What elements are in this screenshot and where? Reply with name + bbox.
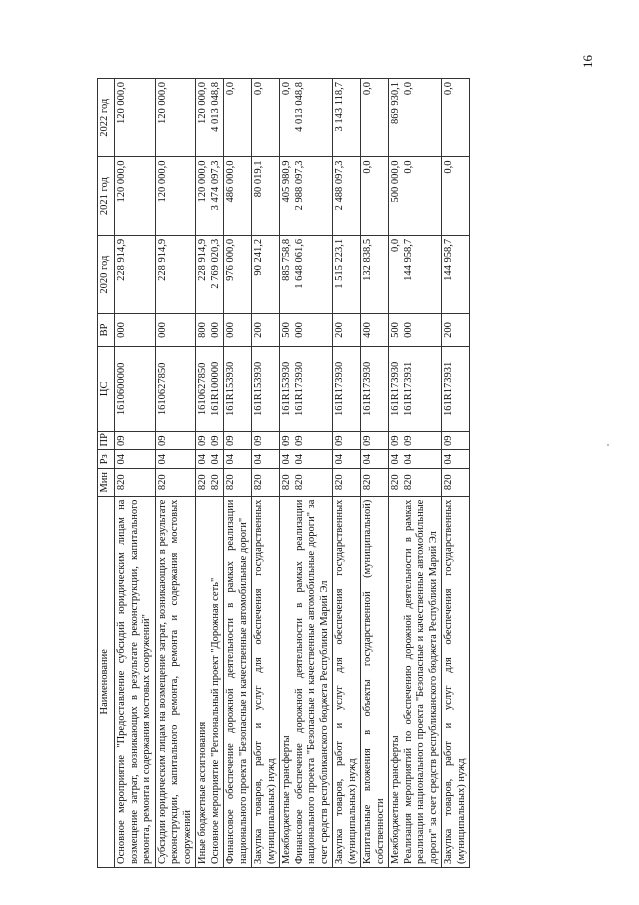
- amount-2022-value: 120 000,0: [156, 82, 168, 124]
- ministry-code-value: 820: [281, 474, 292, 491]
- expense-type-code: [333, 314, 361, 346]
- table-row: [252, 79, 280, 868]
- amount-2022-value: 120 000,0: [197, 82, 208, 124]
- amount-2020-value: 144 958,7: [402, 238, 414, 281]
- target-article-code-value: 161R173930: [334, 361, 345, 416]
- expense-type-code-value: 000: [209, 322, 221, 338]
- amount-2021: [389, 157, 442, 235]
- target-article-code-value: 161R153930: [253, 361, 264, 416]
- table-row: [155, 79, 196, 868]
- amount-2020-value: 228 914,9: [156, 238, 168, 281]
- table-row: [280, 79, 333, 868]
- target-article-code: [361, 346, 389, 431]
- subsection-code: [280, 432, 333, 450]
- subsection-code: [389, 432, 442, 450]
- subsection-code-value: 09: [225, 435, 236, 446]
- amount-2022: [280, 79, 333, 157]
- amount-2020-value: 144 958,7: [443, 238, 454, 281]
- ministry-code-value: 820: [362, 474, 373, 491]
- target-article-code: [389, 346, 442, 431]
- expense-type-code: [196, 314, 224, 346]
- amount-2020: [224, 235, 252, 313]
- expense-type-code: [280, 314, 333, 346]
- amount-2020: [252, 235, 280, 313]
- amount-2021-value: 2 988 097,3: [293, 160, 305, 211]
- section-code-value: 04: [253, 453, 264, 465]
- target-article-code: [155, 346, 196, 431]
- amount-2021-value: 0,0: [402, 160, 414, 174]
- amount-2020: [115, 235, 156, 313]
- section-code-value: 04: [116, 453, 127, 465]
- amount-2022: [196, 79, 224, 157]
- amount-2022-value: 4 013 048,8: [209, 82, 221, 132]
- amount-2021: [224, 157, 252, 235]
- amount-2022: [224, 79, 252, 157]
- expense-type-code-value: 000: [156, 322, 168, 338]
- expense-type-code: [442, 314, 470, 346]
- subsection-code: [115, 432, 156, 450]
- expense-type-code-value: 800: [197, 322, 208, 338]
- target-article-code: [333, 346, 361, 431]
- row-name: [389, 496, 442, 867]
- table-body: [115, 79, 470, 868]
- amount-2020-value: 0,0: [390, 238, 401, 253]
- amount-2022: [333, 79, 361, 157]
- expense-type-code: [252, 314, 280, 346]
- header-2020: 2020 год: [98, 235, 115, 313]
- row-name: [115, 496, 156, 867]
- table-row: [196, 79, 224, 868]
- amount-2021: [252, 157, 280, 235]
- subsection-code: [333, 432, 361, 450]
- section-code-value: 04: [443, 453, 454, 465]
- row-name: [333, 496, 361, 867]
- budget-table: [97, 78, 470, 868]
- expense-type-code-value: 200: [253, 322, 264, 338]
- row-name: [361, 496, 389, 867]
- subsection-code-value: 09: [281, 435, 292, 446]
- subsection-code-value: 09: [253, 435, 264, 446]
- section-code: [389, 450, 442, 468]
- amount-2020-value: 228 914,9: [197, 238, 208, 281]
- table-row: [389, 79, 442, 868]
- target-article-code-value: 161R173930: [293, 361, 305, 416]
- section-code-value: 04: [197, 453, 208, 465]
- amount-2022: [115, 79, 156, 157]
- amount-2020-value: 1 515 223,1: [334, 238, 345, 289]
- amount-2020: [196, 235, 224, 313]
- row-name: [252, 496, 280, 867]
- subsection-code: [155, 432, 196, 450]
- row-name-line: Межбюджетные трансферты: [281, 735, 292, 864]
- ministry-code: [280, 468, 333, 496]
- subsection-code: [224, 432, 252, 450]
- expense-type-code-value: 000: [293, 322, 305, 338]
- section-code-value: 04: [362, 453, 373, 465]
- row-name: [196, 496, 224, 867]
- subsection-code: [361, 432, 389, 450]
- ministry-code-value: 820: [156, 474, 168, 491]
- amount-2021: [361, 157, 389, 235]
- subsection-code: [252, 432, 280, 450]
- amount-2021-value: 2 488 097,3: [334, 160, 345, 211]
- ministry-code-value: 820: [402, 474, 414, 491]
- target-article-code: [115, 346, 156, 431]
- ministry-code-value: 820: [443, 474, 454, 491]
- table-header: [98, 79, 115, 868]
- ministry-code: [442, 468, 470, 496]
- target-article-code-value: 161R173930: [362, 361, 373, 416]
- subsection-code-value: 09: [390, 435, 401, 446]
- expense-type-code: [155, 314, 196, 346]
- expense-type-code-value: 000: [402, 322, 414, 338]
- amount-2021: [333, 157, 361, 235]
- section-code: [333, 450, 361, 468]
- expense-type-code-value: 400: [362, 322, 373, 338]
- expense-type-code: [361, 314, 389, 346]
- header-2022: 2022 год: [98, 79, 115, 157]
- header-name: Наименование: [98, 496, 115, 867]
- amount-2021-value: 500 000,0: [390, 160, 401, 203]
- table-row: [115, 79, 156, 868]
- subsection-code: [196, 432, 224, 450]
- amount-2022-value: 0,0: [225, 82, 236, 96]
- amount-2022-value: 0,0: [281, 82, 292, 96]
- row-name: [224, 496, 252, 867]
- amount-2020-value: 2 769 020,3: [209, 238, 221, 289]
- amount-2022: [389, 79, 442, 157]
- section-code-value: 04: [390, 453, 401, 465]
- amount-2022: [155, 79, 196, 157]
- target-article-code: [252, 346, 280, 431]
- section-code: [115, 450, 156, 468]
- ministry-code-value: 820: [390, 474, 401, 491]
- row-name-line: Реализация мероприятий по обеспечению дорожной деятельности в рамках реализации национального проекта "Безопасные и качественные автомобильные дороги" за счет средств республиканского бюджета Республики Марий Эл: [402, 499, 439, 864]
- amount-2021-value: 405 980,9: [281, 160, 292, 203]
- target-article-code-value: 1610627850: [197, 362, 208, 416]
- row-name-line: Финансовое обеспечение дорожной деятельности в рамках реализации национального проекта "Безопасные и качественные автомобильные дороги" за счет средств республиканского бюджета Республики Марий Эл: [293, 499, 330, 864]
- table-row: [442, 79, 470, 868]
- section-code-value: 04: [402, 453, 414, 465]
- ministry-code: [224, 468, 252, 496]
- table-row: [333, 79, 361, 868]
- expense-type-code-value: 500: [281, 322, 292, 338]
- subsection-code-value: 09: [443, 435, 454, 446]
- section-code: [252, 450, 280, 468]
- section-code-value: 04: [281, 453, 292, 465]
- amount-2020: [442, 235, 470, 313]
- ministry-code-value: 820: [334, 474, 345, 491]
- target-article-code: [196, 346, 224, 431]
- row-name-line: Закупка товаров, работ и услуг для обеспечения государственных (муниципальных) нужд: [443, 499, 467, 864]
- ministry-code: [196, 468, 224, 496]
- row-name-line: Субсидии юридическим лицам на возмещение затрат, возникающих в результате реконструкции, капитального ремонта, ремонта и содержания мостовых сооружений: [156, 499, 193, 864]
- target-article-code-value: 1610600000: [116, 362, 127, 416]
- amount-2020: [155, 235, 196, 313]
- amount-2021-value: 120 000,0: [197, 160, 208, 203]
- row-name-line: Закупка товаров, работ и услуг для обеспечения государственных (муниципальных) нужд: [334, 499, 358, 864]
- target-article-code: [442, 346, 470, 431]
- table-row: [224, 79, 252, 868]
- expense-type-code: [224, 314, 252, 346]
- amount-2022-value: 0,0: [362, 82, 373, 96]
- header-2021: 2021 год: [98, 157, 115, 235]
- ministry-code: [333, 468, 361, 496]
- section-code: [224, 450, 252, 468]
- amount-2022: [442, 79, 470, 157]
- section-code: [442, 450, 470, 468]
- amount-2022-value: 0,0: [253, 82, 264, 96]
- row-name-line: Капитальные вложения в объекты государственной (муниципальной) собственности: [362, 499, 386, 864]
- amount-2020-value: 90 241,2: [253, 238, 264, 276]
- amount-2021: [155, 157, 196, 235]
- subsection-code-value: 09: [362, 435, 373, 446]
- amount-2021: [196, 157, 224, 235]
- ministry-code-value: 820: [225, 474, 236, 491]
- budget-sheet: [97, 78, 577, 868]
- amount-2021: [115, 157, 156, 235]
- ministry-code: [115, 468, 156, 496]
- amount-2022: [252, 79, 280, 157]
- section-code: [196, 450, 224, 468]
- ministry-code-value: 820: [116, 474, 127, 491]
- amount-2020-value: 1 648 061,6: [293, 238, 305, 289]
- target-article-code-value: 161R153930: [225, 361, 236, 416]
- target-article-code-value: 161R173931: [443, 361, 454, 416]
- header-cs: ЦС: [98, 346, 115, 431]
- amount-2020-value: 228 914,9: [116, 238, 127, 281]
- section-code: [361, 450, 389, 468]
- row-name-line: Иные бюджетные ассигнования: [197, 721, 208, 864]
- amount-2022-value: 3 143 118,7: [334, 82, 345, 132]
- row-name-line: Основное мероприятие "Региональный проект "Дорожная сеть": [209, 577, 221, 864]
- section-code-value: 04: [156, 453, 168, 465]
- amount-2020-value: 132 838,5: [362, 238, 373, 281]
- section-code: [280, 450, 333, 468]
- subsection-code-value: 09: [402, 435, 414, 446]
- amount-2021: [280, 157, 333, 235]
- amount-2022-value: 4 013 048,8: [293, 82, 305, 132]
- subsection-code-value: 09: [209, 435, 221, 446]
- amount-2020: [389, 235, 442, 313]
- ministry-code: [361, 468, 389, 496]
- target-article-code-value: 161R100000: [209, 361, 221, 416]
- expense-type-code-value: 200: [334, 322, 345, 338]
- amount-2022-value: 869 930,1: [390, 82, 401, 124]
- row-name-line: Межбюджетные трансферты: [390, 735, 401, 864]
- amount-2020-value: 885 758,8: [281, 238, 292, 281]
- subsection-code-value: 09: [293, 435, 305, 446]
- section-code-value: 04: [334, 453, 345, 465]
- row-name: [280, 496, 333, 867]
- target-article-code: [280, 346, 333, 431]
- amount-2020: [280, 235, 333, 313]
- section-code: [155, 450, 196, 468]
- amount-2020-value: 976 000,0: [225, 238, 236, 281]
- target-article-code-value: 1610627850: [156, 362, 168, 416]
- amount-2022-value: 120 000,0: [116, 82, 127, 124]
- row-name: [155, 496, 196, 867]
- row-name-line: Основное мероприятие "Предоставление субсидий юридическим лицам на возмещение затрат, возникающих в результате реконструкции, капитального ремонта, ремонта и содержания мостовых сооружений": [116, 499, 152, 864]
- page-number: 16: [580, 55, 595, 68]
- expense-type-code: [389, 314, 442, 346]
- expense-type-code-value: 500: [390, 322, 401, 338]
- scan-speck: [607, 444, 609, 446]
- amount-2021-value: 120 000,0: [116, 160, 127, 203]
- header-pr: ПР: [98, 432, 115, 450]
- amount-2020: [333, 235, 361, 313]
- ministry-code: [155, 468, 196, 496]
- amount-2021-value: 120 000,0: [156, 160, 168, 203]
- header-vr: ВР: [98, 314, 115, 346]
- amount-2021: [442, 157, 470, 235]
- subsection-code-value: 09: [197, 435, 208, 446]
- ministry-code: [389, 468, 442, 496]
- subsection-code-value: 09: [334, 435, 345, 446]
- expense-type-code-value: 000: [116, 322, 127, 338]
- ministry-code-value: 820: [293, 474, 305, 491]
- expense-type-code: [115, 314, 156, 346]
- amount-2021-value: 0,0: [443, 160, 454, 174]
- header-min: Мин: [98, 468, 115, 496]
- section-code-value: 04: [225, 453, 236, 465]
- expense-type-code-value: 200: [443, 322, 454, 338]
- target-article-code-value: 161R153930: [281, 361, 292, 416]
- amount-2021-value: 3 474 097,3: [209, 160, 221, 211]
- amount-2021-value: 0,0: [362, 160, 373, 174]
- ministry-code-value: 820: [209, 474, 221, 491]
- amount-2022-value: 0,0: [402, 82, 414, 96]
- subsection-code-value: 09: [156, 435, 168, 446]
- subsection-code: [442, 432, 470, 450]
- subsection-code-value: 09: [116, 435, 127, 446]
- row-name-line: Закупка товаров, работ и услуг для обеспечения государственных (муниципальных) нужд: [253, 499, 277, 864]
- ministry-code-value: 820: [253, 474, 264, 491]
- ministry-code-value: 820: [197, 474, 208, 491]
- table-row: [361, 79, 389, 868]
- section-code-value: 04: [209, 453, 221, 465]
- target-article-code-value: 161R173930: [390, 361, 401, 416]
- section-code-value: 04: [293, 453, 305, 465]
- amount-2021-value: 486 000,0: [225, 160, 236, 203]
- row-name: [442, 496, 470, 867]
- header-rz: Рз: [98, 450, 115, 468]
- row-name-line: Финансовое обеспечение дорожной деятельности в рамках реализации национального проекта "Безопасные и качественные автомобильные дороги": [225, 499, 249, 864]
- ministry-code: [252, 468, 280, 496]
- amount-2022-value: 0,0: [443, 82, 454, 96]
- target-article-code: [224, 346, 252, 431]
- expense-type-code-value: 000: [225, 322, 236, 338]
- amount-2022: [361, 79, 389, 157]
- amount-2021-value: 80 019,1: [253, 160, 264, 198]
- target-article-code-value: 161R173931: [402, 361, 414, 416]
- amount-2020: [361, 235, 389, 313]
